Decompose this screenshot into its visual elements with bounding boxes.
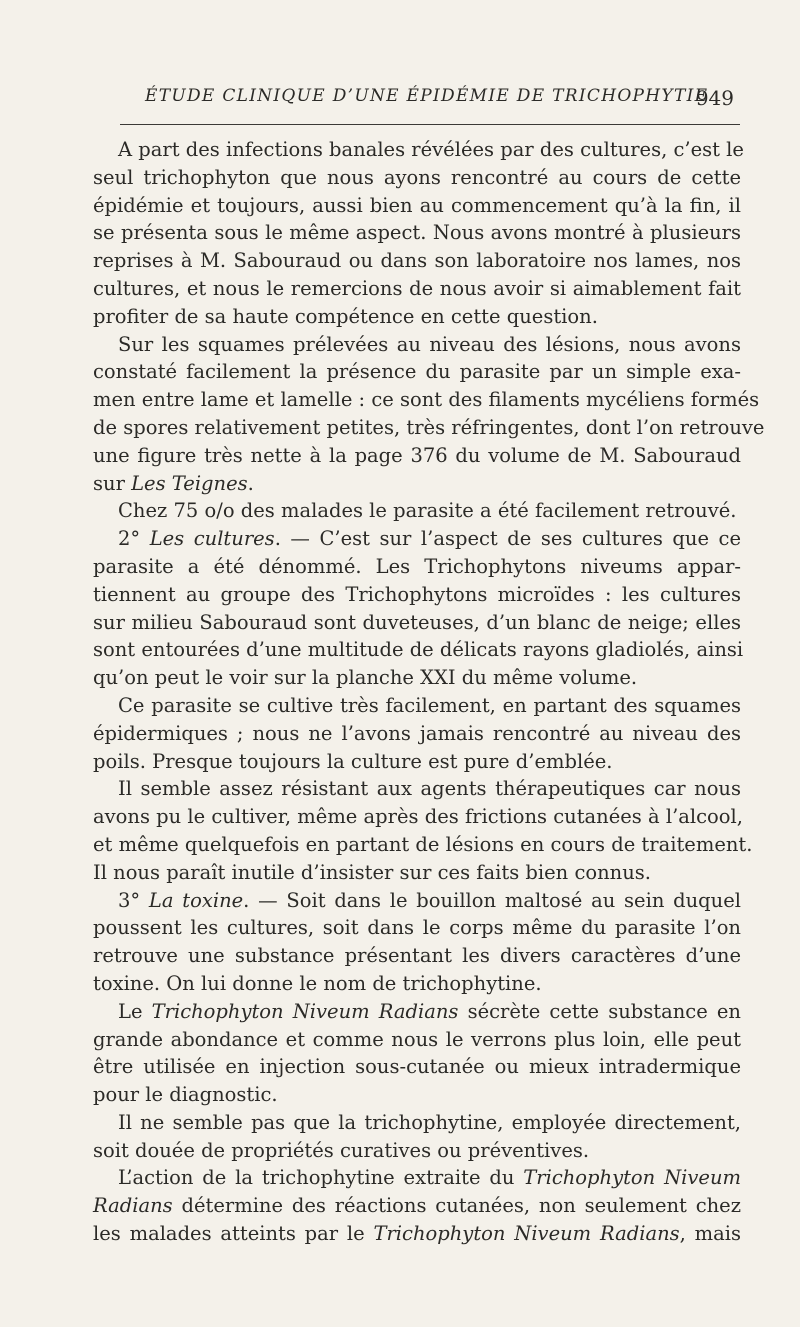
text-line bbox=[93, 775, 741, 803]
text-segment: les malades atteints par le bbox=[93, 1222, 374, 1246]
text-segment: cultures, et nous le remercions de nous avoir si aimablement fait bbox=[93, 276, 741, 300]
page-number: 949 bbox=[695, 86, 734, 110]
text-line bbox=[93, 1220, 741, 1248]
text-line bbox=[93, 303, 741, 331]
text-line bbox=[93, 970, 741, 998]
text-line bbox=[93, 442, 741, 470]
text-segment: Sur les squames prélevées au niveau des lésions, nous avons bbox=[118, 332, 741, 356]
text-line bbox=[93, 609, 741, 637]
text-line bbox=[93, 748, 741, 776]
text-segment: tiennent au groupe des Trichophytons microïdes : les cultures bbox=[93, 582, 741, 606]
text-line bbox=[93, 942, 741, 970]
text-segment: Le bbox=[118, 999, 152, 1023]
text-segment: sécrète cette substance en bbox=[458, 999, 741, 1023]
text-segment: seul trichophyton que nous ayons rencontré au cours de cette bbox=[93, 165, 741, 189]
body-text bbox=[93, 136, 765, 1248]
text-line bbox=[93, 386, 760, 414]
header-rule bbox=[120, 124, 740, 125]
text-line bbox=[93, 1109, 741, 1137]
text-line bbox=[93, 664, 741, 692]
text-line bbox=[93, 358, 741, 386]
text-line bbox=[93, 1192, 741, 1220]
running-title: ÉTUDE CLINIQUE D’UNE ÉPIDÉMIE DE TRICHOPHYTIE bbox=[145, 86, 709, 106]
text-segment: sur bbox=[93, 471, 132, 495]
text-line bbox=[93, 636, 744, 664]
text-line bbox=[93, 803, 741, 831]
text-segment: pour le diagnostic. bbox=[93, 1083, 278, 1107]
text-line bbox=[93, 219, 741, 247]
text-segment: 2° bbox=[118, 527, 150, 551]
text-segment: grande abondance et comme nous le verrons plus loin, elle peut bbox=[93, 1027, 741, 1051]
text-line bbox=[93, 553, 741, 581]
text-line bbox=[93, 1137, 741, 1165]
text-segment: profiter de sa haute compétence en cette question. bbox=[93, 304, 598, 328]
text-segment: sur milieu Sabouraud sont duveteuses, d’un blanc de neige; elles bbox=[93, 610, 741, 634]
text-line bbox=[93, 831, 753, 859]
text-segment: parasite a été dénommé. Les Trichophytons niveums appar- bbox=[93, 554, 741, 578]
text-line bbox=[93, 1081, 741, 1109]
text-line bbox=[93, 720, 741, 748]
running-header bbox=[120, 86, 740, 116]
text-segment: men entre lame et lamelle : ce sont des filaments mycéliens formés bbox=[93, 388, 760, 412]
text-line bbox=[93, 581, 741, 609]
text-segment: reprises à M. Sabouraud ou dans son laboratoire nos lames, nos bbox=[93, 249, 741, 273]
text-segment: poussent les cultures, soit dans le corps même du parasite l’on bbox=[93, 916, 741, 940]
italic-text: La toxine bbox=[148, 888, 244, 912]
italic-text: Les Teignes bbox=[131, 471, 248, 495]
text-segment: sont entourées d’une multitude de délicats rayons gladiolés, ainsi bbox=[93, 638, 744, 662]
text-segment: . bbox=[247, 471, 254, 495]
text-segment: Il ne semble pas que la trichophytine, employée directement, bbox=[118, 1110, 741, 1134]
text-segment: Il nous paraît inutile d’insister sur ces faits bien connus. bbox=[93, 860, 651, 884]
text-segment: constaté facilement la présence du parasite par un simple exa- bbox=[93, 360, 741, 384]
text-line bbox=[93, 136, 744, 164]
text-segment: être utilisée en injection sous-cutanée ou mieux intradermique bbox=[93, 1055, 741, 1079]
text-segment: . — Soit dans le bouillon maltosé au sein duquel bbox=[243, 888, 741, 912]
text-segment: et même quelquefois en partant de lésions en cours de traitement. bbox=[93, 832, 753, 856]
text-line bbox=[93, 247, 741, 275]
text-segment: se présenta sous le même aspect. Nous avons montré à plusieurs bbox=[93, 221, 741, 245]
text-line bbox=[93, 525, 741, 553]
text-line bbox=[93, 1164, 741, 1192]
text-segment: Chez 75 o/o des malades le parasite a été facilement retrouvé. bbox=[118, 499, 737, 523]
text-segment: retrouve une substance présentant les divers caractères d’une bbox=[93, 944, 741, 968]
text-segment: 3° bbox=[118, 888, 149, 912]
text-line bbox=[93, 331, 741, 359]
text-line bbox=[93, 470, 741, 498]
text-segment: qu’on peut le voir sur la planche XXI du même volume. bbox=[93, 666, 638, 690]
text-line bbox=[93, 914, 741, 942]
text-segment: A part des infections banales révélées par des cultures, c’est le bbox=[118, 138, 744, 161]
text-line bbox=[93, 414, 765, 442]
text-line bbox=[93, 859, 741, 887]
text-segment: . — C’est sur l’aspect de ses cultures que ce bbox=[274, 527, 741, 551]
italic-text: Radians bbox=[93, 1194, 173, 1218]
text-line bbox=[93, 692, 741, 720]
italic-text: Trichophyton Niveum bbox=[523, 1166, 741, 1190]
text-segment: avons pu le cultiver, même après des frictions cutanées à l’alcool, bbox=[93, 805, 743, 829]
text-line bbox=[93, 192, 741, 220]
text-segment: détermine des réactions cutanées, non seulement chez bbox=[172, 1194, 741, 1218]
text-segment: une figure très nette à la page 376 du volume de M. Sabouraud bbox=[93, 443, 741, 467]
italic-text: Les cultures bbox=[149, 527, 275, 551]
text-line bbox=[93, 164, 741, 192]
italic-text: Trichophyton Niveum Radians bbox=[373, 1222, 680, 1246]
text-segment: de spores relativement petites, très réfringentes, dont l’on retrouve bbox=[93, 415, 765, 439]
text-segment: toxine. On lui donne le nom de trichophytine. bbox=[93, 971, 542, 995]
text-segment: épidermiques ; nous ne l’avons jamais rencontré au niveau des bbox=[93, 721, 741, 745]
text-line bbox=[93, 275, 741, 303]
text-segment: Il semble assez résistant aux agents thérapeutiques car nous bbox=[118, 777, 741, 801]
text-segment: poils. Presque toujours la culture est pure d’emblée. bbox=[93, 749, 613, 773]
text-segment: L’action de la trichophytine extraite du bbox=[118, 1166, 524, 1190]
text-segment: Ce parasite se cultive très facilement, en partant des squames bbox=[118, 693, 741, 717]
text-line bbox=[93, 497, 741, 525]
text-segment: , mais bbox=[679, 1222, 741, 1246]
text-segment: soit douée de propriétés curatives ou préventives. bbox=[93, 1138, 590, 1162]
text-line bbox=[93, 998, 741, 1026]
text-segment: épidémie et toujours, aussi bien au commencement qu’à la fin, il bbox=[93, 193, 741, 217]
text-line bbox=[93, 1053, 741, 1081]
italic-text: Trichophyton Niveum Radians bbox=[151, 999, 459, 1023]
text-line bbox=[93, 1026, 741, 1054]
text-line bbox=[93, 887, 741, 915]
